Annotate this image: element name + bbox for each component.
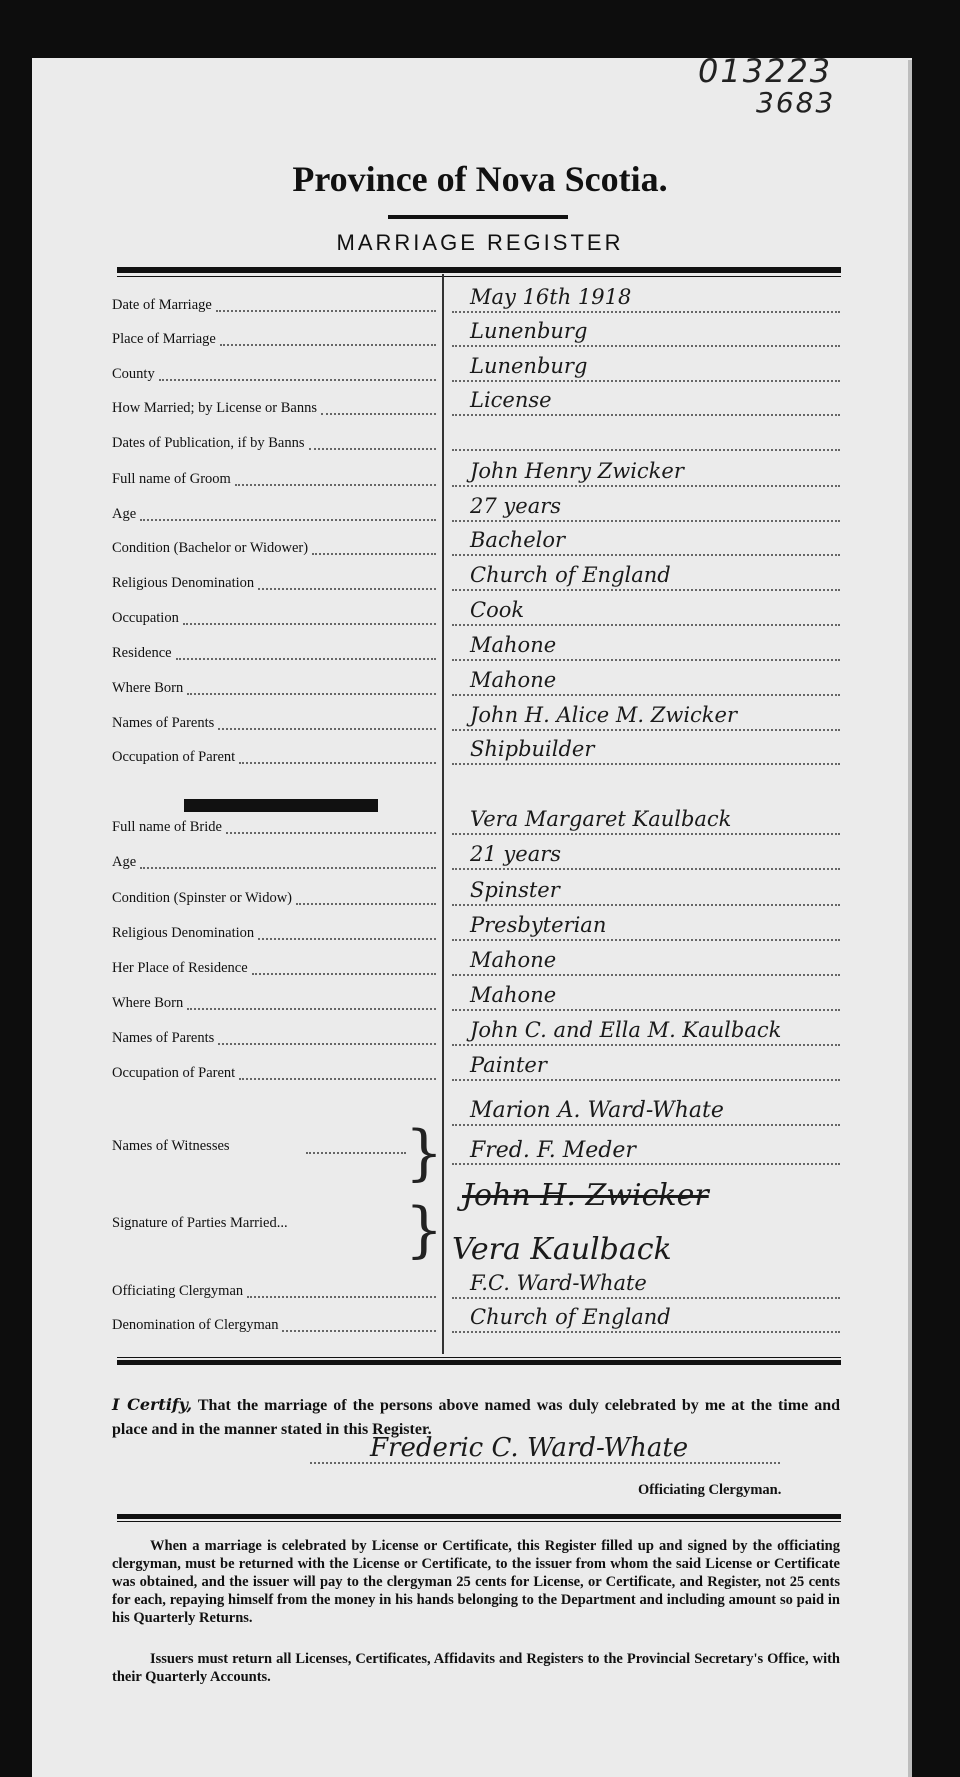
field-value: Church of England xyxy=(470,563,671,587)
field-value-line xyxy=(452,939,840,941)
field-label: County xyxy=(112,366,155,382)
signatures-label: Signature of Parties Married... xyxy=(112,1215,288,1231)
clergy-label: Officiating Clergyman xyxy=(112,1283,244,1299)
field-label: Occupation of Parent xyxy=(112,749,236,765)
field-leader xyxy=(218,728,436,730)
certificate-role: Officiating Clergyman. xyxy=(638,1482,782,1498)
bride-signature: Vera Kaulback xyxy=(452,1232,672,1267)
field-value: May 16th 1918 xyxy=(470,285,632,309)
field-value-line xyxy=(452,659,840,661)
field-value: Vera Margaret Kaulback xyxy=(470,807,732,831)
field-value-line xyxy=(452,833,840,835)
field-value-line xyxy=(452,449,840,451)
field-leader xyxy=(140,519,436,521)
field-value: Mahone xyxy=(470,668,557,692)
field-value-line xyxy=(452,311,840,313)
issuers-note: Issuers must return all Licenses, Certificates, Affidavits and Registers to the Provincial Secretary's Office, with their Quarterly Accounts. xyxy=(112,1651,840,1685)
field-value: John C. and Ella M. Kaulback xyxy=(470,1018,782,1042)
field-value-line xyxy=(452,868,840,870)
field-leader xyxy=(159,379,436,381)
field-label: Where Born xyxy=(112,680,184,696)
field-value: Spinster xyxy=(470,878,560,902)
field-value: Shipbuilder xyxy=(470,737,595,761)
field-leader xyxy=(187,693,436,695)
field-leader xyxy=(226,832,436,834)
notes-divider xyxy=(117,1514,841,1519)
field-value-line xyxy=(452,414,840,416)
field-label: Her Place of Residence xyxy=(112,960,248,976)
field-value-line xyxy=(452,763,840,765)
field-leader xyxy=(312,553,436,555)
field-leader xyxy=(252,973,436,975)
field-label: Full name of Bride xyxy=(112,819,222,835)
certificate-text: I Certify, That the marriage of the persons above named was duly celebrated by me at the time and place and in the manner stated in this Register. xyxy=(112,1395,841,1438)
witnesses-label: Names of Witnesses xyxy=(112,1138,230,1154)
field-label: Residence xyxy=(112,645,172,661)
clergy-value: Church of England xyxy=(470,1305,671,1329)
field-value: License xyxy=(470,388,552,412)
field-value: John H. Alice M. Zwicker xyxy=(470,703,738,727)
field-label: Condition (Bachelor or Widower) xyxy=(112,540,309,556)
witnesses-leader xyxy=(306,1152,406,1154)
column-divider xyxy=(442,274,444,1354)
field-value-line xyxy=(452,904,840,906)
notes-divider-thin xyxy=(117,1521,841,1522)
field-label: Date of Marriage xyxy=(112,297,212,313)
certificate-divider xyxy=(117,1360,841,1365)
witnesses-brace: } xyxy=(405,1118,444,1188)
field-label: Where Born xyxy=(112,995,184,1011)
field-value: Bachelor xyxy=(470,528,566,552)
field-value-line xyxy=(452,345,840,347)
field-label: Names of Parents xyxy=(112,1030,215,1046)
field-label: How Married; by License or Banns xyxy=(112,400,317,416)
field-label: Age xyxy=(112,506,137,522)
clergy-leader xyxy=(282,1330,436,1332)
field-value: Mahone xyxy=(470,948,557,972)
field-value: 21 years xyxy=(470,842,562,866)
witness-2: Fred. F. Meder xyxy=(470,1138,636,1163)
field-label: Condition (Spinster or Widow) xyxy=(112,890,292,906)
field-value-line xyxy=(452,729,840,731)
field-leader xyxy=(239,1078,436,1080)
header-divider xyxy=(117,267,841,273)
field-label: Religious Denomination xyxy=(112,575,255,591)
field-label: Full name of Groom xyxy=(112,471,231,487)
field-value: 27 years xyxy=(470,494,562,518)
field-leader xyxy=(218,1043,436,1045)
certificate-divider-thin xyxy=(117,1357,841,1358)
reference-number-secondary: 3683 xyxy=(756,86,836,119)
field-leader xyxy=(216,310,436,312)
sheet-edge xyxy=(908,60,912,1777)
field-leader xyxy=(183,623,436,625)
field-label: Age xyxy=(112,854,137,870)
field-value-line xyxy=(452,1009,840,1011)
clergy-value-line xyxy=(452,1331,840,1333)
field-value-line xyxy=(452,554,840,556)
field-leader xyxy=(235,484,436,486)
field-value: Painter xyxy=(470,1053,547,1077)
reference-number: 013223 xyxy=(698,52,833,90)
field-value-line xyxy=(452,520,840,522)
field-leader xyxy=(140,867,436,869)
field-leader xyxy=(258,938,436,940)
field-value-line xyxy=(452,380,840,382)
page-subtitle: MARRIAGE REGISTER xyxy=(336,230,624,255)
clergy-value-line xyxy=(452,1297,840,1299)
field-label: Dates of Publication, if by Banns xyxy=(112,435,305,451)
field-leader xyxy=(309,448,436,450)
witness-2-line xyxy=(452,1163,840,1165)
field-leader xyxy=(187,1008,436,1010)
field-leader xyxy=(258,588,436,590)
field-label: Names of Parents xyxy=(112,715,215,731)
field-value-line xyxy=(452,1079,840,1081)
instructions-note: When a marriage is celebrated by License or Certificate, this Register filled up and signed by the officiating clergyman, must be returned with the License or Certificate, to the issuer from whom the said License or Certificate was obtained, and the issuer will pay to the clergyman 25 cents for License, or Certificate, and Register, not 25 cents for each, repaying himself from the money in his hands belonging to the Department and including amount so paid in his Quarterly Returns. xyxy=(112,1538,840,1626)
field-value-line xyxy=(452,974,840,976)
field-value: John Henry Zwicker xyxy=(470,459,684,483)
field-leader xyxy=(321,413,436,415)
field-label: Religious Denomination xyxy=(112,925,255,941)
field-value: Lunenburg xyxy=(470,319,588,343)
field-value-line xyxy=(452,1044,840,1046)
groom-signature: John H. Zwicker xyxy=(462,1178,709,1213)
header-divider-thin xyxy=(117,276,841,277)
signatures-brace: } xyxy=(405,1195,444,1265)
field-value-line xyxy=(452,589,840,591)
clergy-label: Denomination of Clergyman xyxy=(112,1317,279,1333)
field-value: Lunenburg xyxy=(470,354,588,378)
witness-1-line xyxy=(452,1124,840,1126)
field-value-line xyxy=(452,624,840,626)
field-label: Occupation xyxy=(112,610,179,626)
field-leader xyxy=(239,762,436,764)
section-separator-bar xyxy=(184,799,378,812)
clergy-leader xyxy=(247,1296,436,1298)
field-leader xyxy=(176,658,436,660)
page-title: Province of Nova Scotia. xyxy=(292,159,668,199)
field-leader xyxy=(296,903,436,905)
field-value-line xyxy=(452,694,840,696)
field-value-line xyxy=(452,485,840,487)
field-label: Occupation of Parent xyxy=(112,1065,236,1081)
witness-1: Marion A. Ward-Whate xyxy=(470,1098,724,1123)
field-value: Presbyterian xyxy=(470,913,607,937)
field-value: Mahone xyxy=(470,983,557,1007)
field-value: Mahone xyxy=(470,633,557,657)
title-rule xyxy=(388,215,568,219)
field-label: Place of Marriage xyxy=(112,331,216,347)
clergy-value: F.C. Ward-Whate xyxy=(470,1271,647,1295)
certificate-signature: Frederic C. Ward-Whate xyxy=(370,1433,689,1463)
field-value: Cook xyxy=(470,598,525,622)
field-leader xyxy=(220,344,436,346)
